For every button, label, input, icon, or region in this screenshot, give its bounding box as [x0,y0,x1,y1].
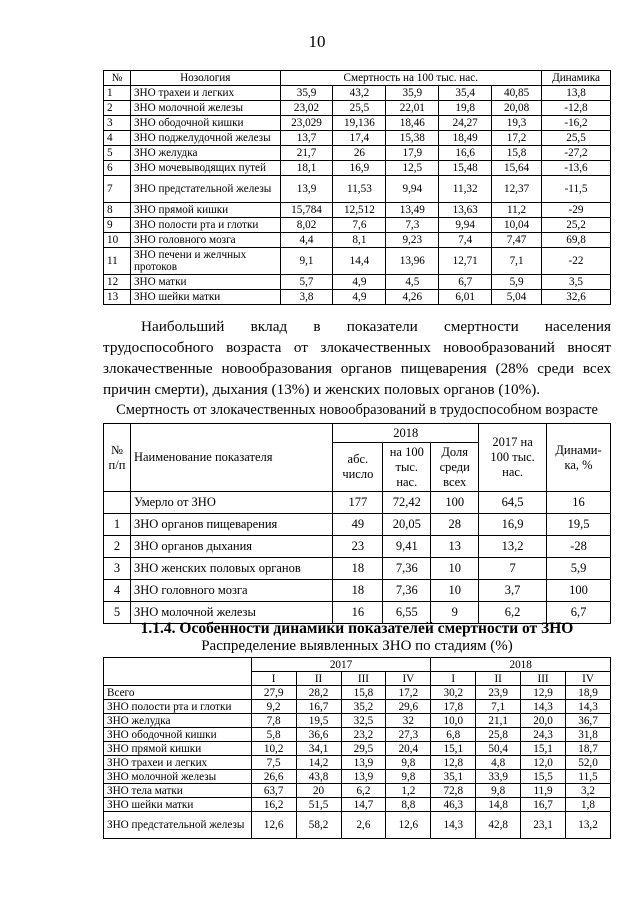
row-stage-value: 24,3 [521,728,566,742]
t3-header-year-2018: 2018 [431,658,611,672]
row-dynamics: -16,2 [542,116,611,131]
row-mortality-value: 18,46 [386,116,439,131]
row-indicator: ЗНО органов дыхания [130,536,332,558]
row-value-share: 9 [431,602,479,624]
table-row [104,233,611,248]
row-number: 13 [104,290,131,305]
row-dynamics: 69,8 [542,233,611,248]
table-row [104,86,611,101]
row-mortality-value: 10,04 [492,218,542,233]
row-stage-value: 14,7 [341,798,386,812]
row-mortality-value: 7,6 [333,218,386,233]
row-stage-value: 12,0 [521,756,566,770]
row-dynamics: 3,5 [542,275,611,290]
row-mortality-value: 7,4 [439,233,492,248]
row-value-abs: 16 [333,602,383,624]
row-mortality-value: 6,7 [439,275,492,290]
table-row [104,131,611,146]
row-stage-value: 30,2 [431,686,476,700]
table-row [104,146,611,161]
table-row [104,558,611,580]
row-stage-value: 12,6 [386,812,431,839]
row-stage-value: 6,2 [341,784,386,798]
row-stage-value: 16,7 [521,798,566,812]
row-stage-value: 8,8 [386,798,431,812]
row-stage-value: 36,7 [566,714,611,728]
table-row [104,218,611,233]
row-nosology: ЗНО молочной железы [130,101,280,116]
row-mortality-value: 16,6 [439,146,492,161]
stage-header: II [476,672,521,686]
row-value-dyn: 6,7 [547,602,611,624]
row-mortality-value: 5,7 [280,275,333,290]
table-row [104,742,611,756]
header-mortality: Смертность на 100 тыс. нас. [280,71,541,86]
row-stage-value: 33,9 [476,770,521,784]
row-mortality-value: 8,1 [333,233,386,248]
row-indicator: ЗНО органов пищеварения [130,514,332,536]
row-mortality-value: 5,9 [492,275,542,290]
row-value-abs: 49 [333,514,383,536]
row-number: 5 [104,146,131,161]
row-stage-value: 27,9 [251,686,296,700]
row-value-abs: 23 [333,536,383,558]
row-number: 11 [104,248,131,275]
row-nosology: ЗНО ободочной кишки [130,116,280,131]
t2-header-abs: абс. число [333,443,383,492]
row-stage-value: 1,2 [386,784,431,798]
row-stage-value: 14,2 [296,756,341,770]
row-nosology: ЗНО головного мозга [130,233,280,248]
table-row [104,784,611,798]
row-nosology: ЗНО предстательной железы [130,176,280,203]
row-value-per: 7,36 [383,580,431,602]
row-value-y2017: 64,5 [479,492,547,514]
row-stage-value: 23,9 [476,686,521,700]
table-row [104,161,611,176]
row-value-y2017: 7 [479,558,547,580]
row-mortality-value: 17,9 [386,146,439,161]
row-mortality-value: 12,71 [439,248,492,275]
table-row [104,101,611,116]
row-stage-value: 7,8 [251,714,296,728]
row-nosology: ЗНО желудка [130,146,280,161]
row-stage-value: 19,5 [296,714,341,728]
t2-header-dynamics: Динами-ка, % [547,424,611,492]
row-number: 9 [104,218,131,233]
table-row [104,714,611,728]
row-mortality-value: 20,08 [492,101,542,116]
row-mortality-value: 6,01 [439,290,492,305]
row-nosology: ЗНО матки [130,275,280,290]
row-value-per: 9,41 [383,536,431,558]
row-nosology: ЗНО полости рта и глотки [130,218,280,233]
t3-header-blank [104,658,252,686]
stage-distribution-table [103,657,611,839]
row-stage-value: 5,8 [251,728,296,742]
row-nosology: ЗНО молочной железы [104,770,252,784]
row-mortality-value: 16,9 [333,161,386,176]
row-mortality-value: 15,64 [492,161,542,176]
row-mortality-value: 11,53 [333,176,386,203]
table-row [104,203,611,218]
row-mortality-value: 12,5 [386,161,439,176]
row-mortality-value: 15,784 [280,203,333,218]
row-stage-value: 13,2 [566,812,611,839]
row-stage-value: 12,8 [431,756,476,770]
row-stage-value: 10,0 [431,714,476,728]
row-stage-value: 20,0 [521,714,566,728]
row-stage-value: 13,9 [341,756,386,770]
row-value-share: 10 [431,580,479,602]
row-nosology: ЗНО печени и желчных протоков [130,248,280,275]
row-dynamics: -12,8 [542,101,611,116]
row-value-y2017: 6,2 [479,602,547,624]
stage-header: I [431,672,476,686]
summary-text: Наибольший вклад в показатели смертности населения трудоспособного возраста от злокачественных новообразований вносят злокачественные новообразования органов пищеварения (28% среди всех причин смерти), дыхания (13%) и женских половых органов (10%). [103,318,611,398]
row-nosology: ЗНО предстательной железы [104,812,252,839]
row-value-abs: 177 [333,492,383,514]
row-stage-value: 52,0 [566,756,611,770]
row-nosology: ЗНО трахеи и легких [104,756,252,770]
row-mortality-value: 23,02 [280,101,333,116]
row-stage-value: 4,8 [476,756,521,770]
row-stage-value: 35,2 [341,700,386,714]
row-stage-value: 11,5 [566,770,611,784]
row-mortality-value: 19,8 [439,101,492,116]
row-value-y2017: 3,7 [479,580,547,602]
table-row [104,536,611,558]
summary-paragraph [103,316,611,400]
row-value-abs: 18 [333,558,383,580]
row-mortality-value: 19,3 [492,116,542,131]
table-row [104,116,611,131]
row-stage-value: 11,9 [521,784,566,798]
row-stage-value: 3,2 [566,784,611,798]
row-mortality-value: 8,02 [280,218,333,233]
t2-header-per100: на 100 тыс. нас. [383,443,431,492]
row-mortality-value: 7,3 [386,218,439,233]
row-mortality-value: 3,8 [280,290,333,305]
table-row [104,798,611,812]
row-stage-value: 51,5 [296,798,341,812]
row-stage-value: 63,7 [251,784,296,798]
row-mortality-value: 11,2 [492,203,542,218]
row-stage-value: 7,1 [476,700,521,714]
t2-header-2017: 2017 на 100 тыс. нас. [479,424,547,492]
stage-header: III [341,672,386,686]
row-mortality-value: 21,7 [280,146,333,161]
page-number: 10 [308,32,326,51]
row-stage-value: 23,1 [521,812,566,839]
row-value-per: 6,55 [383,602,431,624]
row-dynamics: 13,8 [542,86,611,101]
row-dynamics: 32,6 [542,290,611,305]
row-number: 1 [104,86,131,101]
row-nosology: ЗНО шейки матки [104,798,252,812]
row-stage-value: 34,1 [296,742,341,756]
table-row [104,812,611,839]
row-mortality-value: 24,27 [439,116,492,131]
row-stage-value: 23,2 [341,728,386,742]
row-nosology: ЗНО поджелудочной железы [130,131,280,146]
row-stage-value: 46,3 [431,798,476,812]
row-stage-value: 32,5 [341,714,386,728]
row-value-y2017: 16,9 [479,514,547,536]
row-stage-value: 42,8 [476,812,521,839]
row-stage-value: 14,3 [431,812,476,839]
row-stage-value: 7,5 [251,756,296,770]
header-dynamics: Динамика [542,71,611,86]
table-row [104,770,611,784]
row-value-per: 7,36 [383,558,431,580]
row-mortality-value: 23,029 [280,116,333,131]
row-number: 6 [104,161,131,176]
row-mortality-value: 43,2 [333,86,386,101]
row-stage-value: 15,8 [341,686,386,700]
row-number: 4 [104,580,131,602]
t2-header-2018: 2018 [333,424,479,443]
row-value-dyn: 16 [547,492,611,514]
row-stage-value: 17,8 [431,700,476,714]
row-nosology: ЗНО ободочной кишки [104,728,252,742]
row-stage-value: 28,2 [296,686,341,700]
row-mortality-value: 35,9 [386,86,439,101]
row-mortality-value: 11,32 [439,176,492,203]
t2-header-share: Доля среди всех [431,443,479,492]
row-stage-value: 2,6 [341,812,386,839]
row-stage-value: 6,8 [431,728,476,742]
row-number: 7 [104,176,131,203]
row-nosology: ЗНО тела матки [104,784,252,798]
row-indicator: Умерло от ЗНО [130,492,332,514]
row-mortality-value: 13,49 [386,203,439,218]
row-mortality-value: 14,4 [333,248,386,275]
row-nosology: ЗНО желудка [104,714,252,728]
row-nosology: ЗНО прямой кишки [130,203,280,218]
row-mortality-value: 15,38 [386,131,439,146]
table-row [104,176,611,203]
row-indicator: ЗНО головного мозга [130,580,332,602]
row-number: 4 [104,131,131,146]
nosology-mortality-table [103,70,611,305]
row-stage-value: 12,6 [251,812,296,839]
working-age-mortality-table [103,423,611,624]
row-mortality-value: 35,4 [439,86,492,101]
row-value-share: 28 [431,514,479,536]
row-indicator: ЗНО женских половых органов [130,558,332,580]
row-stage-value: 10,2 [251,742,296,756]
stage-header: I [251,672,296,686]
row-stage-value: 15,1 [521,742,566,756]
row-stage-value: 50,4 [476,742,521,756]
table-row [104,290,611,305]
row-stage-value: 16,7 [296,700,341,714]
row-value-per: 20,05 [383,514,431,536]
row-nosology: ЗНО полости рта и глотки [104,700,252,714]
row-nosology: ЗНО трахеи и легких [130,86,280,101]
row-stage-value: 15,5 [521,770,566,784]
row-number: 10 [104,233,131,248]
row-mortality-value: 7,1 [492,248,542,275]
row-nosology: ЗНО мочевыводящих путей [130,161,280,176]
row-mortality-value: 12,37 [492,176,542,203]
row-mortality-value: 12,512 [333,203,386,218]
row-stage-value: 35,1 [431,770,476,784]
row-value-dyn: 100 [547,580,611,602]
row-stage-value: 26,6 [251,770,296,784]
row-dynamics: 25,5 [542,131,611,146]
row-dynamics: 25,2 [542,218,611,233]
row-mortality-value: 7,47 [492,233,542,248]
row-mortality-value: 13,96 [386,248,439,275]
row-value-dyn: 19,5 [547,514,611,536]
row-dynamics: -11,5 [542,176,611,203]
row-stage-value: 9,8 [386,756,431,770]
row-mortality-value: 17,4 [333,131,386,146]
header-nosology: Нозология [130,71,280,86]
row-mortality-value: 9,23 [386,233,439,248]
table3-caption: Распределение выявленных ЗНО по стадиям (%) [201,638,513,654]
row-nosology: Всего [104,686,252,700]
row-stage-value: 21,1 [476,714,521,728]
row-dynamics: -29 [542,203,611,218]
row-mortality-value: 18,49 [439,131,492,146]
row-mortality-value: 9,94 [386,176,439,203]
row-value-abs: 18 [333,580,383,602]
row-dynamics: -22 [542,248,611,275]
row-stage-value: 20 [296,784,341,798]
row-nosology: ЗНО прямой кишки [104,742,252,756]
row-mortality-value: 13,63 [439,203,492,218]
row-number: 12 [104,275,131,290]
row-mortality-value: 4,9 [333,290,386,305]
row-stage-value: 20,4 [386,742,431,756]
table-row [104,492,611,514]
row-nosology: ЗНО шейки матки [130,290,280,305]
row-stage-value: 18,7 [566,742,611,756]
row-indicator: ЗНО молочной железы [130,602,332,624]
row-mortality-value: 9,94 [439,218,492,233]
row-mortality-value: 17,2 [492,131,542,146]
table-row [104,700,611,714]
row-mortality-value: 4,9 [333,275,386,290]
row-stage-value: 14,3 [521,700,566,714]
stage-header: IV [566,672,611,686]
row-number: 3 [104,116,131,131]
row-stage-value: 29,5 [341,742,386,756]
row-stage-value: 27,3 [386,728,431,742]
row-stage-value: 14,3 [566,700,611,714]
row-mortality-value: 4,26 [386,290,439,305]
t2-header-indicator: Наименование показателя [130,424,332,492]
row-value-share: 10 [431,558,479,580]
stage-header: III [521,672,566,686]
table2-caption: Смертность от злокачественных новообразований в трудоспособном возрасте [116,402,598,418]
row-value-share: 13 [431,536,479,558]
row-number: 3 [104,558,131,580]
row-stage-value: 13,9 [341,770,386,784]
row-stage-value: 72,8 [431,784,476,798]
row-dynamics: -13,6 [542,161,611,176]
table-row [104,248,611,275]
row-mortality-value: 35,9 [280,86,333,101]
t3-header-year-2017: 2017 [251,658,431,672]
row-mortality-value: 25,5 [333,101,386,116]
row-number [104,492,131,514]
t2-header-num: № п/п [104,424,131,492]
header-num: № [104,71,131,86]
row-stage-value: 36,6 [296,728,341,742]
row-number: 2 [104,101,131,116]
row-number: 8 [104,203,131,218]
row-mortality-value: 40,85 [492,86,542,101]
row-mortality-value: 13,9 [280,176,333,203]
row-number: 2 [104,536,131,558]
stage-header: IV [386,672,431,686]
row-dynamics: -27,2 [542,146,611,161]
row-mortality-value: 4,4 [280,233,333,248]
row-value-share: 100 [431,492,479,514]
row-mortality-value: 19,136 [333,116,386,131]
row-stage-value: 58,2 [296,812,341,839]
row-stage-value: 15,1 [431,742,476,756]
row-stage-value: 31,8 [566,728,611,742]
table-row [104,275,611,290]
row-stage-value: 43,8 [296,770,341,784]
row-mortality-value: 13,7 [280,131,333,146]
row-stage-value: 1,8 [566,798,611,812]
table-row [104,580,611,602]
row-stage-value: 14,8 [476,798,521,812]
row-number: 1 [104,514,131,536]
row-value-y2017: 13,2 [479,536,547,558]
row-mortality-value: 4,5 [386,275,439,290]
table-row [104,728,611,742]
row-value-dyn: 5,9 [547,558,611,580]
row-mortality-value: 26 [333,146,386,161]
row-number: 5 [104,602,131,624]
row-stage-value: 9,8 [386,770,431,784]
table-row [104,514,611,536]
row-mortality-value: 22,01 [386,101,439,116]
row-stage-value: 18,9 [566,686,611,700]
row-mortality-value: 9,1 [280,248,333,275]
row-stage-value: 25,8 [476,728,521,742]
table-row [104,756,611,770]
row-mortality-value: 15,8 [492,146,542,161]
row-stage-value: 12,9 [521,686,566,700]
table-row [104,686,611,700]
stage-header: II [296,672,341,686]
row-stage-value: 9,8 [476,784,521,798]
row-mortality-value: 15,48 [439,161,492,176]
section-heading: 1.1.4. Особенности динамики показателей смертности от ЗНО [140,620,574,637]
row-stage-value: 16,2 [251,798,296,812]
row-stage-value: 9,2 [251,700,296,714]
row-stage-value: 17,2 [386,686,431,700]
row-stage-value: 32 [386,714,431,728]
row-value-dyn: -28 [547,536,611,558]
row-mortality-value: 5,04 [492,290,542,305]
row-value-per: 72,42 [383,492,431,514]
row-mortality-value: 18,1 [280,161,333,176]
row-stage-value: 29,6 [386,700,431,714]
